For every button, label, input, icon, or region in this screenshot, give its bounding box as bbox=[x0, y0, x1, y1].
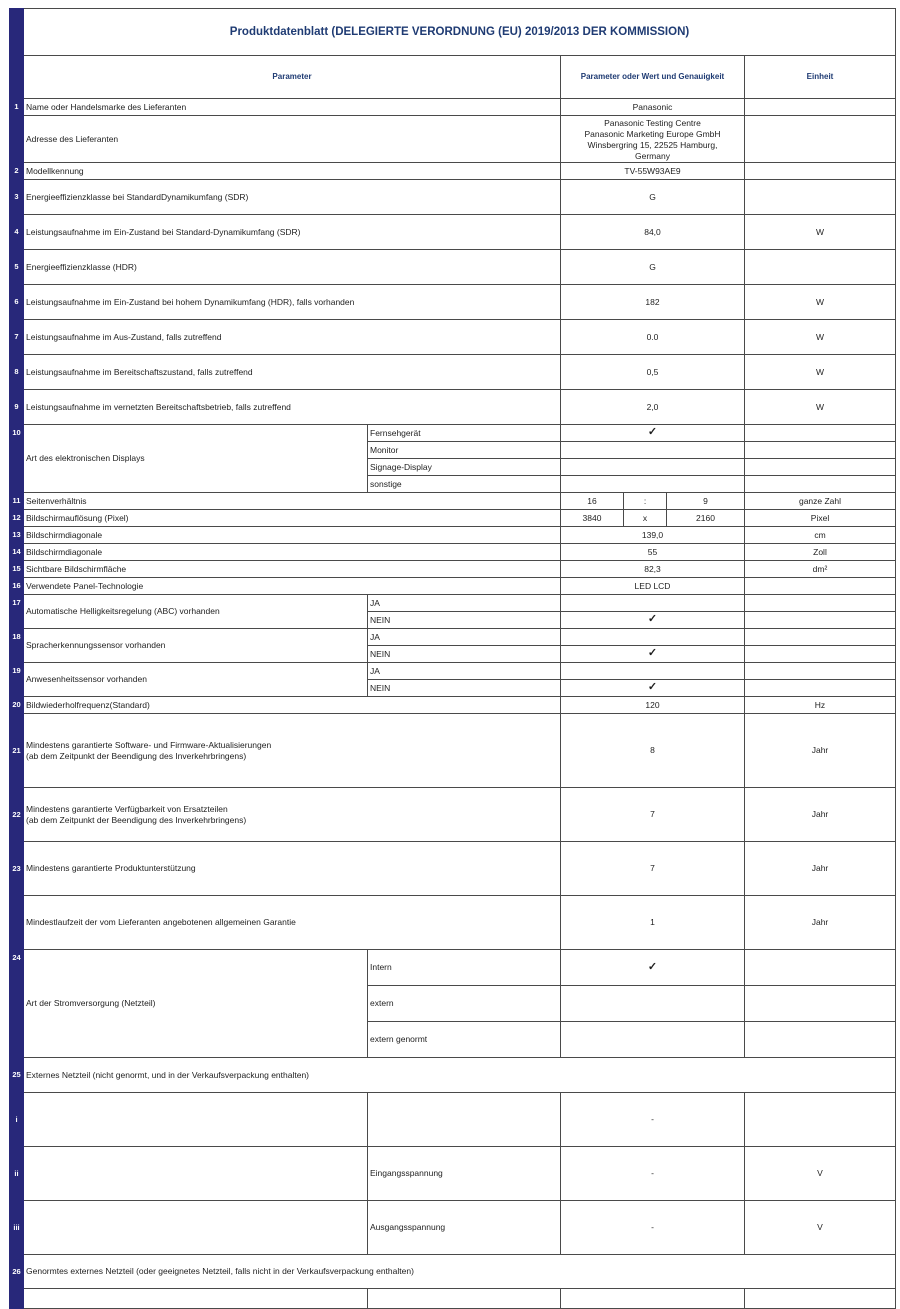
row-number: 24 bbox=[10, 950, 24, 1058]
option-no: NEIN bbox=[368, 680, 561, 697]
value-power-hdr: 182 bbox=[561, 285, 745, 320]
aspect-width: 16 bbox=[561, 493, 624, 510]
unit-aspect-ratio: ganze Zahl bbox=[745, 493, 896, 510]
sub-label bbox=[368, 1093, 561, 1147]
row-label-power-standby: Leistungsaufnahme im Bereitschaftszustand, falls zutreffend bbox=[24, 355, 561, 390]
resolution-separator: x bbox=[624, 510, 667, 527]
value-output-voltage: - bbox=[561, 1201, 745, 1255]
sub-label-output-voltage: Ausgangsspannung bbox=[368, 1201, 561, 1255]
row-number: 3 bbox=[10, 180, 24, 215]
unit-power-standby: W bbox=[745, 355, 896, 390]
row-number: 12 bbox=[10, 510, 24, 527]
unit-resolution: Pixel bbox=[745, 510, 896, 527]
unit-diagonal-cm: cm bbox=[745, 527, 896, 544]
option-label: extern bbox=[368, 986, 561, 1022]
row-number: 25 bbox=[10, 1058, 24, 1093]
option-label: sonstige bbox=[368, 476, 561, 493]
value-supplier-name: Panasonic bbox=[561, 99, 745, 116]
label-line: Mindestens garantierte Verfügbarkeit von Ersatzteilen bbox=[26, 803, 228, 814]
option-yes: JA bbox=[368, 663, 561, 680]
checkmark-icon: ✓ bbox=[561, 680, 745, 697]
value-panel-technology: LED LCD bbox=[561, 578, 745, 595]
unit-power-off: W bbox=[745, 320, 896, 355]
row-number: 6 bbox=[10, 285, 24, 320]
value-refresh-rate: 120 bbox=[561, 697, 745, 714]
row-number: 14 bbox=[10, 544, 24, 561]
value-power-sdr: 84,0 bbox=[561, 215, 745, 250]
row-label-diagonal-cm: Bildschirmdiagonale bbox=[24, 527, 561, 544]
row-number: 11 bbox=[10, 493, 24, 510]
row-label-supplier-address: Adresse des Lieferanten bbox=[24, 116, 561, 163]
row-label-resolution: Bildschirmauflösung (Pixel) bbox=[24, 510, 561, 527]
row-label-power-hdr: Leistungsaufnahme im Ein-Zustand bei hohem Dynamikumfang (HDR), falls vorhanden bbox=[24, 285, 561, 320]
row-number: 26 bbox=[10, 1255, 24, 1289]
value-diagonal-cm: 139,0 bbox=[561, 527, 745, 544]
unit-energy-class-sdr bbox=[745, 180, 896, 215]
row-number: iii bbox=[10, 1201, 24, 1255]
value-software-updates: 8 bbox=[561, 714, 745, 788]
address-line: Panasonic Testing Centre bbox=[604, 118, 701, 128]
value-psu-i: - bbox=[561, 1093, 745, 1147]
row-label-warranty: Mindestlaufzeit der vom Lieferanten angebotenen allgemeinen Garantie bbox=[24, 896, 561, 950]
row-number: 19 bbox=[10, 663, 24, 697]
address-line: Germany bbox=[635, 151, 670, 162]
row-label-energy-class-hdr: Energieeffizienzklasse (HDR) bbox=[24, 250, 561, 285]
row-label-external-psu: Externes Netzteil (nicht genormt, und in der Verkaufsverpackung enthalten) bbox=[24, 1058, 896, 1093]
resolution-width: 3840 bbox=[561, 510, 624, 527]
value-power-standby: 0,5 bbox=[561, 355, 745, 390]
row-number: i bbox=[10, 1093, 24, 1147]
unit-spare-parts: Jahr bbox=[745, 788, 896, 842]
unit-output-voltage: V bbox=[745, 1201, 896, 1255]
unit-psu-i bbox=[745, 1093, 896, 1147]
resolution-height: 2160 bbox=[667, 510, 745, 527]
unit-refresh-rate: Hz bbox=[745, 697, 896, 714]
row-number: 1 bbox=[10, 99, 24, 116]
row-label-aspect-ratio: Seitenverhältnis bbox=[24, 493, 561, 510]
address-line: Panasonic Marketing Europe GmbH bbox=[584, 129, 721, 140]
label-line: (ab dem Zeitpunkt der Beendigung des Inverkehrbringens) bbox=[26, 814, 247, 825]
row-label-energy-class-sdr: Energieeffizienzklasse bei StandardDynamikumfang (SDR) bbox=[24, 180, 561, 215]
row-number: 17 bbox=[10, 595, 24, 629]
option-label: extern genormt bbox=[368, 1022, 561, 1058]
value-spare-parts: 7 bbox=[561, 788, 745, 842]
value-visible-area: 82,3 bbox=[561, 561, 745, 578]
row-label-display-type: Art des elektronischen Displays bbox=[24, 425, 368, 493]
option-yes: JA bbox=[368, 595, 561, 612]
unit-diagonal-inch: Zoll bbox=[745, 544, 896, 561]
aspect-height: 9 bbox=[667, 493, 745, 510]
checkmark-icon: ✓ bbox=[561, 612, 745, 629]
value-input-voltage: - bbox=[561, 1147, 745, 1201]
label-line: Mindestens garantierte Software- und Firmware-Aktualisierungen bbox=[26, 739, 272, 750]
row-label-product-support: Mindestens garantierte Produktunterstützung bbox=[24, 842, 561, 896]
unit-power-sdr: W bbox=[745, 215, 896, 250]
row-label-presence-sensor: Anwesenheitssensor vorhanden bbox=[24, 663, 368, 697]
row-label-standard-psu: Genormtes externes Netzteil (oder geeignetes Netzteil, falls nicht in der Verkaufsverpackung enthalten) bbox=[24, 1255, 896, 1289]
row-label-software-updates bbox=[24, 714, 561, 788]
row-number: 7 bbox=[10, 320, 24, 355]
row-number: 16 bbox=[10, 578, 24, 595]
value-power-networked-standby: 2,0 bbox=[561, 390, 745, 425]
row-number: 10 bbox=[10, 425, 24, 493]
value-product-support: 7 bbox=[561, 842, 745, 896]
checkmark-icon: ✓ bbox=[561, 950, 745, 986]
row-number: 4 bbox=[10, 215, 24, 250]
header-parameter: Parameter bbox=[24, 56, 561, 99]
row-label-model-id: Modellkennung bbox=[24, 163, 561, 180]
value-diagonal-inch: 55 bbox=[561, 544, 745, 561]
header-value: Parameter oder Wert und Genauigkeit bbox=[561, 56, 745, 99]
option-no: NEIN bbox=[368, 646, 561, 663]
row-number: 23 bbox=[10, 842, 24, 896]
row-number: 15 bbox=[10, 561, 24, 578]
row-number: 9 bbox=[10, 390, 24, 425]
header-unit: Einheit bbox=[745, 56, 896, 99]
value-supplier-address bbox=[561, 116, 745, 163]
row-number: 8 bbox=[10, 355, 24, 390]
option-yes: JA bbox=[368, 629, 561, 646]
unit-supplier-name bbox=[745, 99, 896, 116]
row-label-power-supply-type: Art der Stromversorgung (Netzteil) bbox=[24, 950, 368, 1058]
checkmark-icon: ✓ bbox=[561, 646, 745, 663]
option-label: Monitor bbox=[368, 442, 561, 459]
unit-visible-area: dm² bbox=[745, 561, 896, 578]
row-number: 18 bbox=[10, 629, 24, 663]
row-label-diagonal-inch: Bildschirmdiagonale bbox=[24, 544, 561, 561]
value-power-off: 0.0 bbox=[561, 320, 745, 355]
row-number: ii bbox=[10, 1147, 24, 1201]
product-data-sheet-table bbox=[9, 8, 896, 1309]
row-label-power-off: Leistungsaufnahme im Aus-Zustand, falls zutreffend bbox=[24, 320, 561, 355]
row-label-visible-area: Sichtbare Bildschirmfläche bbox=[24, 561, 561, 578]
unit-power-hdr: W bbox=[745, 285, 896, 320]
sheet-title: Produktdatenblatt (DELEGIERTE VERORDNUNG (EU) 2019/2013 DER KOMMISSION) bbox=[24, 9, 896, 56]
row-label-power-sdr: Leistungsaufnahme im Ein-Zustand bei Standard-Dynamikumfang (SDR) bbox=[24, 215, 561, 250]
unit-product-support: Jahr bbox=[745, 842, 896, 896]
unit-model-id bbox=[745, 163, 896, 180]
unit-software-updates: Jahr bbox=[745, 714, 896, 788]
row-number: 13 bbox=[10, 527, 24, 544]
sub-label-input-voltage: Eingangsspannung bbox=[368, 1147, 561, 1201]
checkmark-icon: ✓ bbox=[561, 425, 745, 442]
row-label-voice-sensor: Spracherkennungssensor vorhanden bbox=[24, 629, 368, 663]
row-number: 21 bbox=[10, 714, 24, 788]
row-label-abc: Automatische Helligkeitsregelung (ABC) vorhanden bbox=[24, 595, 368, 629]
row-number: 5 bbox=[10, 250, 24, 285]
value-model-id: TV-55W93AE9 bbox=[561, 163, 745, 180]
value-energy-class-sdr: G bbox=[561, 180, 745, 215]
aspect-separator: : bbox=[624, 493, 667, 510]
unit-warranty: Jahr bbox=[745, 896, 896, 950]
row-label-refresh-rate: Bildwiederholfrequenz(Standard) bbox=[24, 697, 561, 714]
value-warranty: 1 bbox=[561, 896, 745, 950]
row-number: 22 bbox=[10, 788, 24, 842]
row-number: 2 bbox=[10, 163, 24, 180]
unit-input-voltage: V bbox=[745, 1147, 896, 1201]
row-label-supplier-name: Name oder Handelsmarke des Lieferanten bbox=[24, 99, 561, 116]
row-label-spare-parts bbox=[24, 788, 561, 842]
option-label: Intern bbox=[368, 950, 561, 986]
row-label-panel-technology: Verwendete Panel-Technologie bbox=[24, 578, 561, 595]
label-line: (ab dem Zeitpunkt der Beendigung des Inverkehrbringens) bbox=[26, 750, 247, 761]
unit-panel-technology bbox=[745, 578, 896, 595]
row-number: 20 bbox=[10, 697, 24, 714]
option-label: Fernsehgerät bbox=[368, 425, 561, 442]
value-energy-class-hdr: G bbox=[561, 250, 745, 285]
option-no: NEIN bbox=[368, 612, 561, 629]
option-label: Signage-Display bbox=[368, 459, 561, 476]
address-line: Winsbergring 15, 22525 Hamburg, bbox=[587, 140, 718, 151]
unit-energy-class-hdr bbox=[745, 250, 896, 285]
unit-power-networked-standby: W bbox=[745, 390, 896, 425]
unit-supplier-address bbox=[745, 116, 896, 163]
row-label-power-networked-standby: Leistungsaufnahme im vernetzten Bereitschaftsbetrieb, falls zutreffend bbox=[24, 390, 561, 425]
